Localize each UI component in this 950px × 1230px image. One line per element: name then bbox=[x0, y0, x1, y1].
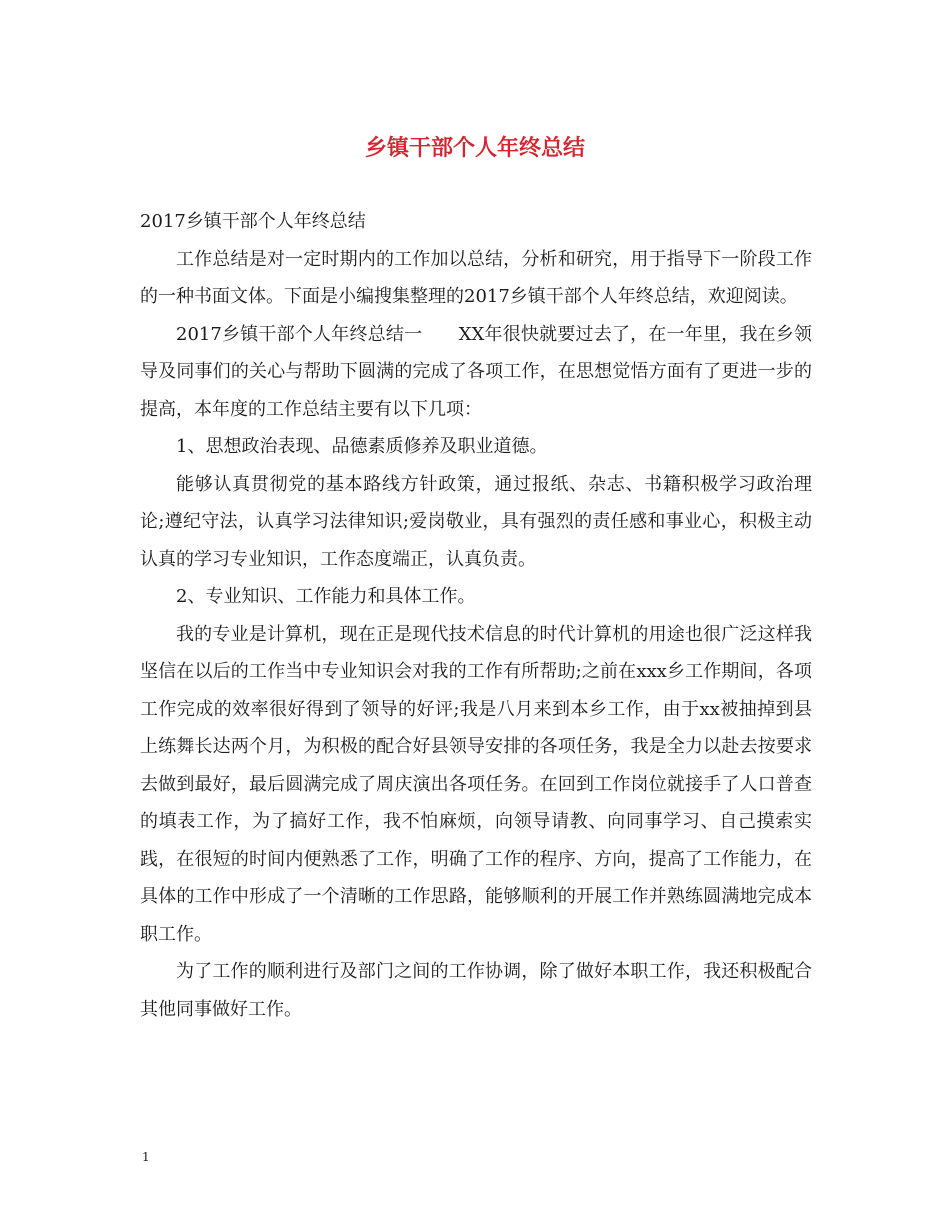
body-paragraph: 为了工作的顺利进行及部门之间的工作协调，除了做好本职工作，我还积极配合其他同事做好工作。 bbox=[140, 961, 812, 1020]
body-paragraph: 1、思想政治表现、品德素质修养及职业道德。 bbox=[176, 436, 548, 457]
document-title: 乡镇干部个人年终总结 bbox=[364, 135, 585, 161]
body-paragraph: 工作总结是对一定时期内的工作加以总结，分析和研究，用于指导下一阶段工作的一种书面文体。下面是小编搜集整理的2017乡镇干部个人年终总结，欢迎阅读。 bbox=[140, 248, 812, 307]
body-paragraph: 2、专业知识、工作能力和具体工作。 bbox=[176, 586, 476, 607]
body-paragraph: 2017乡镇干部个人年终总结一 XX年很快就要过去了，在一年里，我在乡领导及同事们的关心与帮助下圆满的完成了各项工作，在思想觉悟方面有了更进一步的提高，本年度的工作总结主要有以下几项： bbox=[140, 323, 812, 420]
body-paragraph: 能够认真贯彻党的基本路线方针政策，通过报纸、杂志、书籍积极学习政治理论;遵纪守法，认真学习法律知识;爱岗敬业，具有强烈的责任感和事业心，积极主动认真的学习专业知识，工作态度端正，认真负责。 bbox=[140, 473, 812, 570]
document-subtitle: 2017乡镇干部个人年终总结 bbox=[140, 211, 366, 232]
page-number: 1 bbox=[142, 1150, 150, 1164]
body-paragraph: 我的专业是计算机，现在正是现代技术信息的时代计算机的用途也很广泛这样我坚信在以后的工作当中专业知识会对我的工作有所帮助;之前在xxx乡工作期间，各项工作完成的效率很好得到了领导的好评;我是八月来到本乡工作，由于xx被抽掉到县上练舞长达两个月，为积极的配合好县领导安排的各项任务，我是全力以赴去按要求去做到最好，最后圆满完成了周庆演出各项任务。在回到工作岗位就接手了人口普查的填表工作，为了搞好工作，我不怕麻烦，向领导请教、向同事学习、自己摸索实践，在很短的时间内便熟悉了工作，明确了工作的程序、方向，提高了工作能力，在具体的工作中形成了一个清晰的工作思路，能够顺利的开展工作并熟练圆满地完成本职工作。 bbox=[140, 623, 812, 945]
document-body bbox=[140, 203, 812, 1028]
